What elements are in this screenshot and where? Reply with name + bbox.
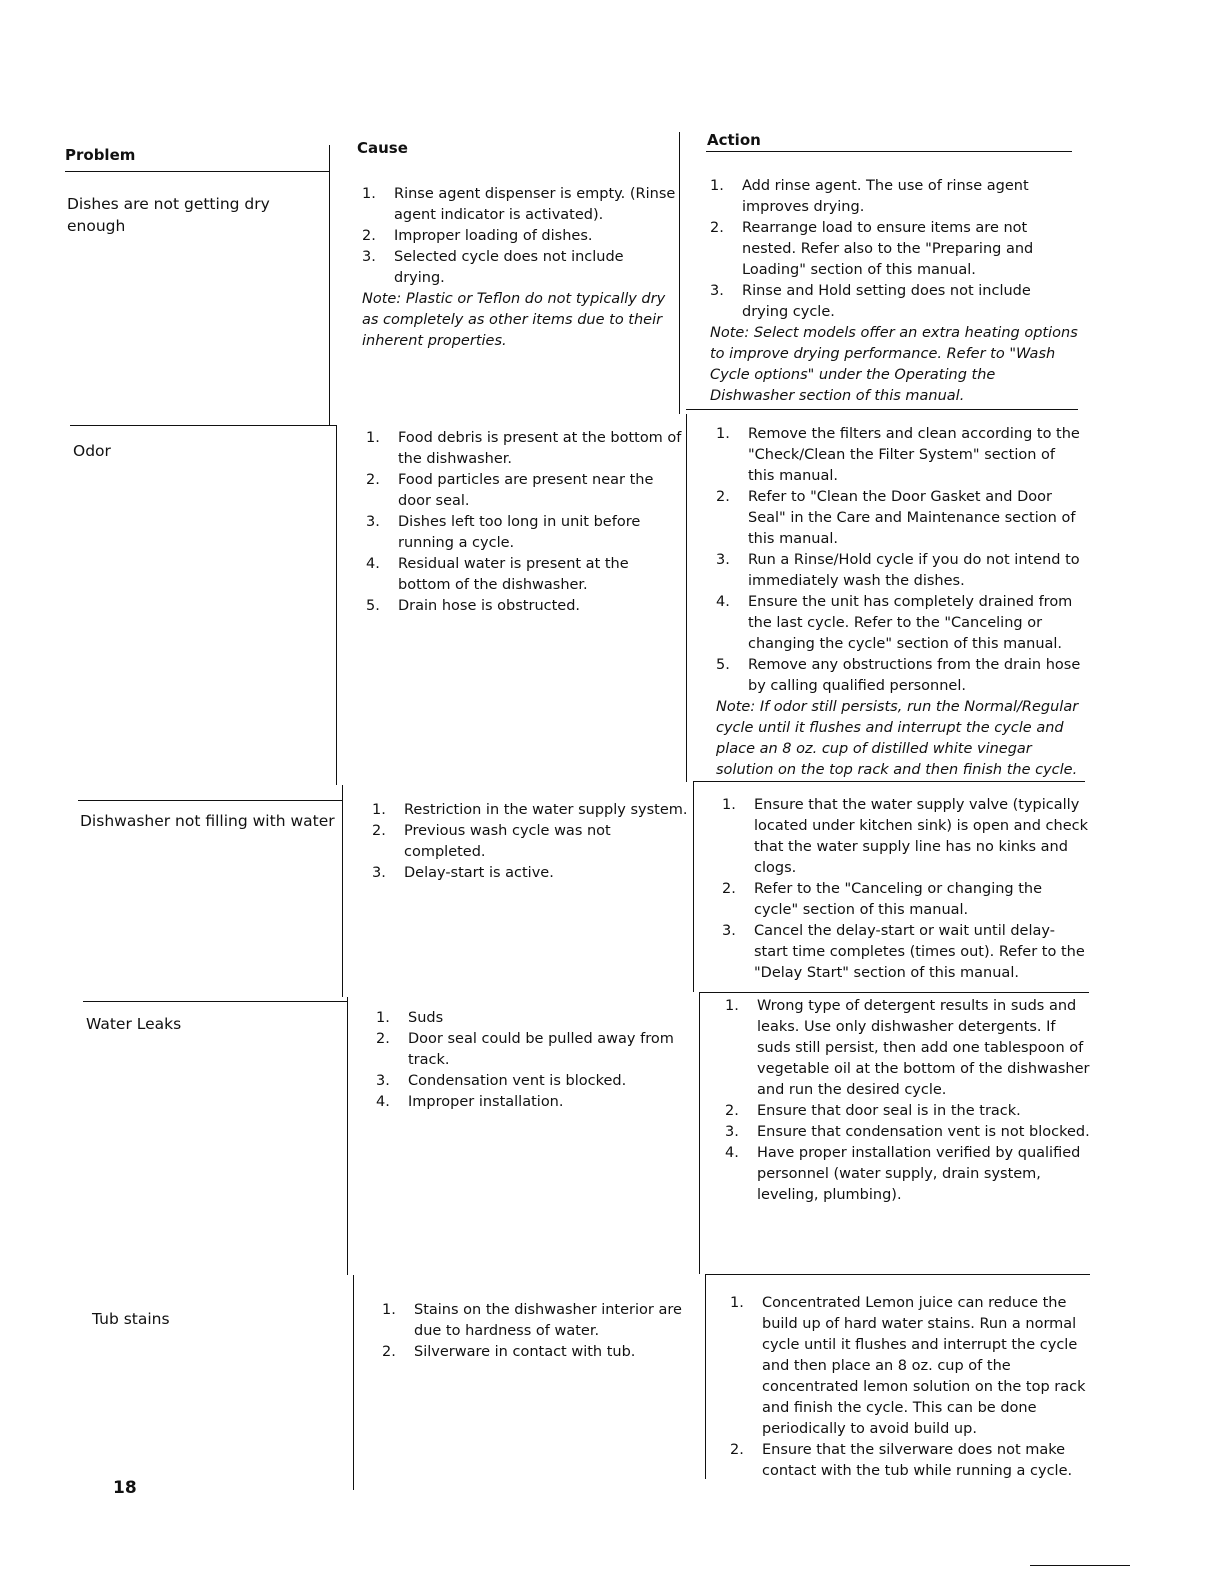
list-item: 3. Cancel the delay-start or wait until delay-start time completes (times out). Refer to the "Delay Start" section of this manual.	[722, 923, 1085, 981]
list-item: 2. Ensure that the silverware does not make contact with the tub while running a cycle.	[730, 1442, 1073, 1479]
cause-cell	[376, 1008, 694, 1113]
cause-cell	[362, 184, 676, 352]
header-problem: Problem	[65, 146, 136, 164]
row-rule	[705, 1274, 1090, 1275]
list-item: 3. Selected cycle does not include drying.	[362, 249, 624, 286]
problem-cell: Dishwasher not filling with water	[80, 812, 335, 830]
list-item: 1. Remove the filters and clean according to the "Check/Clean the Filter System" section of this manual.	[716, 426, 1080, 484]
problem-cell: Water Leaks	[86, 1015, 182, 1033]
column-divider	[686, 414, 687, 782]
list-item: 5. Remove any obstructions from the drain hose by calling qualified personnel.	[716, 657, 1081, 694]
list-item: 1. Wrong type of detergent results in suds and leaks. Use only dishwasher detergents. If suds still persist, then add one tablespoon of vegetable oil at the bottom of the dishwasher and run the desired cycle.	[725, 998, 1090, 1098]
list-item: 2. Ensure that door seal is in the track.	[725, 1103, 1021, 1119]
action-cell	[722, 795, 1088, 984]
column-divider	[353, 1275, 354, 1490]
list-item: 3. Dishes left too long in unit before running a cycle.	[366, 514, 641, 551]
list-item: 1. Suds	[376, 1010, 444, 1026]
list-item: 2. Silverware in contact with tub.	[382, 1344, 636, 1360]
row-rule	[78, 800, 343, 801]
list-item: 2. Refer to "Clean the Door Gasket and Door Seal" in the Care and Maintenance section of this manual.	[716, 489, 1076, 547]
column-divider	[699, 992, 700, 1274]
header-action: Action	[707, 131, 761, 149]
problem-cell: Tub stains	[92, 1310, 170, 1328]
list-item: 2. Previous wash cycle was not completed.	[372, 823, 611, 860]
list-item: 3. Rinse and Hold setting does not include drying cycle.	[710, 283, 1031, 320]
list-item: 4. Improper installation.	[376, 1094, 564, 1110]
column-divider	[336, 425, 337, 785]
list-item: 3. Condensation vent is blocked.	[376, 1073, 627, 1089]
list-item: 1. Concentrated Lemon juice can reduce the build up of hard water stains. Run a normal cycle until it flushes and interrupt the cycle and then place an 8 oz. cup of the concentrated lemon solution on the top rack and finish the cycle. This can be done periodically to avoid build up.	[730, 1295, 1086, 1437]
list-item: 1. Food debris is present at the bottom of the dishwasher.	[366, 430, 682, 467]
problem-cell: Odor	[73, 442, 111, 460]
header-cause: Cause	[357, 139, 408, 157]
header-rule	[65, 171, 330, 172]
action-note: Note: Select models offer an extra heating options to improve drying performance. Refer to "Wash Cycle options" under the Operating the Dishwasher section of this manual.	[710, 325, 1078, 404]
list-item: 1. Add rinse agent. The use of rinse agent improves drying.	[710, 178, 1029, 215]
list-item: 2. Door seal could be pulled away from track.	[376, 1031, 674, 1068]
column-divider	[693, 782, 694, 992]
action-cell	[730, 1293, 1096, 1482]
row-rule	[83, 1001, 348, 1002]
list-item: 2. Improper loading of dishes.	[362, 228, 593, 244]
list-item: 1. Rinse agent dispenser is empty. (Rinse agent indicator is activated).	[362, 186, 676, 223]
column-divider	[342, 785, 343, 997]
problem-cell: Dishes are not getting dry enough	[67, 195, 270, 235]
scan-mark	[1030, 1565, 1130, 1566]
column-divider	[679, 132, 680, 414]
cause-note: Note: Plastic or Teflon do not typically dry as completely as other items due to their inherent properties.	[362, 291, 666, 349]
cause-cell	[372, 800, 690, 884]
action-note: Note: If odor still persists, run the Normal/Regular cycle until it flushes and interrupt the cycle and place an 8 oz. cup of distilled white vinegar solution on the top rack and then finish the cycle.	[716, 699, 1079, 778]
list-item: 1. Ensure that the water supply valve (typically located under kitchen sink) is open and check that the water supply line has no kinks and clogs.	[722, 797, 1089, 876]
row-rule	[686, 409, 1078, 410]
header-rule	[706, 151, 1072, 152]
row-rule	[699, 992, 1089, 993]
list-item: 3. Run a Rinse/Hold cycle if you do not intend to immediately wash the dishes.	[716, 552, 1080, 589]
list-item: 1. Restriction in the water supply system.	[372, 802, 688, 818]
row-rule	[70, 425, 337, 426]
list-item: 4. Residual water is present at the bottom of the dishwasher.	[366, 556, 629, 593]
cause-cell	[366, 428, 684, 617]
list-item: 2. Rearrange load to ensure items are not nested. Refer also to the "Preparing and Loading" section of this manual.	[710, 220, 1034, 278]
column-divider	[347, 997, 348, 1275]
list-item: 4. Have proper installation verified by qualified personnel (water supply, drain system, leveling, plumbing).	[725, 1145, 1081, 1203]
list-item: 3. Delay-start is active.	[372, 865, 554, 881]
action-cell	[725, 996, 1091, 1206]
list-item: 3. Ensure that condensation vent is not blocked.	[725, 1124, 1090, 1140]
column-divider	[329, 145, 330, 425]
list-item: 2. Refer to the "Canceling or changing the cycle" section of this manual.	[722, 881, 1043, 918]
row-rule	[693, 781, 1085, 782]
action-cell	[710, 176, 1080, 407]
column-divider	[705, 1274, 706, 1479]
list-item: 2. Food particles are present near the door seal.	[366, 472, 654, 509]
list-item: 1. Stains on the dishwasher interior are due to hardness of water.	[382, 1302, 682, 1339]
cause-cell	[382, 1300, 700, 1363]
list-item: 5. Drain hose is obstructed.	[366, 598, 581, 614]
action-cell	[716, 424, 1084, 781]
list-item: 4. Ensure the unit has completely drained from the last cycle. Refer to the "Canceling or changing the cycle" section of this manual.	[716, 594, 1073, 652]
page-number: 18	[113, 1478, 137, 1498]
